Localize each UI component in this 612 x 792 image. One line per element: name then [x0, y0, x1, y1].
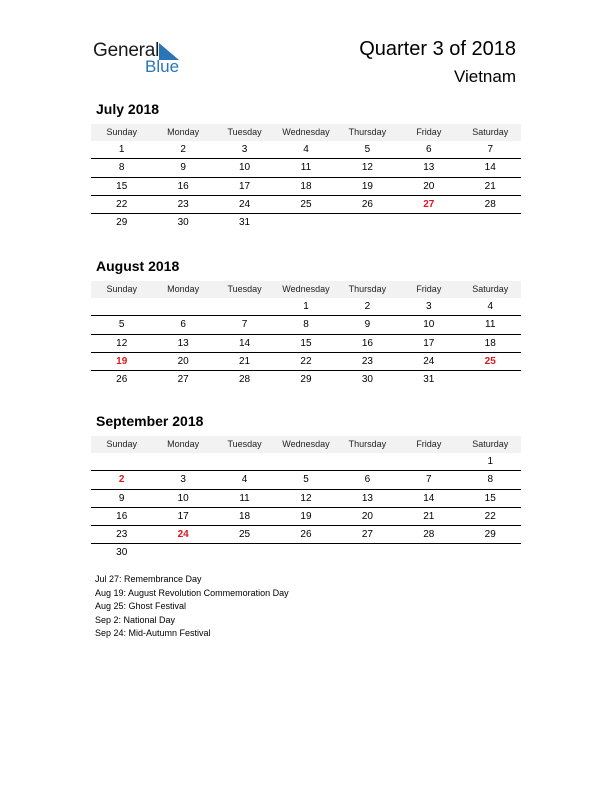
weekday-label: Thursday: [348, 127, 387, 137]
empty-day-cell: [152, 544, 213, 561]
day-cell: 26: [116, 374, 128, 386]
day-cell: 21: [484, 180, 496, 192]
day-cell: 30: [361, 374, 373, 386]
holiday-day-cell: 27: [423, 198, 435, 210]
empty-day-cell: [398, 544, 459, 561]
day-cell: 25: [238, 529, 251, 541]
day-cell: 3: [180, 474, 186, 486]
weekday-label: Sunday: [106, 439, 137, 449]
day-cell: 22: [300, 355, 312, 367]
empty-day-cell: [398, 214, 459, 231]
day-cell: 14: [484, 162, 496, 174]
holiday-day-cell: 19: [116, 355, 128, 367]
day-cell: 13: [423, 162, 435, 174]
day-cell: 22: [484, 510, 496, 522]
weekday-label: Saturday: [472, 284, 509, 294]
day-cell: 2: [180, 144, 186, 155]
day-cell: 29: [300, 374, 312, 386]
day-cell: 12: [300, 492, 312, 504]
day-cell: 18: [484, 337, 496, 349]
day-cell: 22: [116, 198, 128, 210]
brand-text-general: General: [93, 40, 160, 61]
day-cell: 2: [364, 301, 371, 312]
day-cell: 14: [423, 492, 435, 504]
day-cell: 7: [241, 319, 248, 331]
month-title: September 2018: [96, 413, 204, 429]
empty-day-cell: [214, 453, 275, 470]
month-calendar-august: [91, 257, 521, 388]
weekday-label: Thursday: [348, 284, 387, 294]
week-row: [91, 159, 521, 177]
holiday-item: Jul 27: Remembrance Day: [95, 574, 202, 584]
day-cell: 12: [361, 162, 373, 174]
week-row: [91, 526, 521, 544]
day-cell: 4: [241, 474, 248, 486]
day-cell: 9: [118, 492, 125, 504]
week-row: [91, 371, 521, 388]
month-calendar-july: [91, 100, 521, 231]
holiday-item: Aug 19: August Revolution Commemoration Day: [95, 587, 289, 598]
day-cell: 17: [423, 337, 435, 349]
day-cell: 19: [361, 180, 373, 192]
empty-day-cell: [152, 298, 213, 315]
day-cell: 3: [241, 144, 248, 155]
weekday-label: Thursday: [348, 439, 387, 449]
weekday-label: Wednesday: [282, 127, 330, 137]
day-cell: 30: [116, 547, 128, 559]
week-row: [91, 196, 521, 214]
empty-day-cell: [152, 453, 213, 470]
day-cell: 15: [484, 492, 496, 504]
weekday-label: Friday: [416, 439, 442, 449]
holiday-day-cell: 2: [118, 474, 125, 486]
day-cell: 28: [238, 374, 251, 386]
day-cell: 6: [180, 319, 186, 331]
day-cell: 17: [238, 180, 251, 192]
weekday-label: Saturday: [472, 439, 509, 449]
day-cell: 28: [484, 198, 496, 210]
day-cell: 27: [361, 529, 373, 541]
day-cell: 10: [177, 492, 189, 504]
weekday-label: Tuesday: [227, 284, 262, 294]
day-cell: 20: [423, 180, 435, 192]
day-cell: 31: [238, 217, 251, 229]
day-cell: 11: [300, 162, 312, 174]
day-cell: 26: [361, 198, 373, 210]
day-cell: 18: [238, 510, 251, 522]
day-cell: 15: [300, 337, 312, 349]
weekday-label: Tuesday: [227, 127, 262, 137]
month-title: August 2018: [96, 258, 180, 274]
week-row: [91, 214, 521, 231]
empty-day-cell: [275, 453, 336, 470]
empty-day-cell: [460, 214, 521, 231]
weekday-label: Sunday: [106, 284, 137, 294]
day-cell: 11: [239, 492, 250, 504]
day-cell: 1: [303, 301, 309, 312]
country-name: Vietnam: [453, 67, 516, 86]
holiday-item: Sep 2: National Day: [95, 614, 176, 625]
day-cell: 9: [364, 319, 371, 331]
day-cell: 23: [116, 529, 128, 541]
week-row: [91, 508, 521, 526]
day-cell: 20: [177, 355, 189, 367]
day-cell: 7: [487, 144, 494, 155]
month-title: July 2018: [96, 101, 160, 117]
calendar-grid: [91, 298, 521, 388]
day-cell: 5: [364, 144, 371, 155]
day-cell: 21: [238, 355, 251, 367]
empty-day-cell: [214, 544, 275, 561]
day-cell: 19: [300, 510, 312, 522]
day-cell: 15: [116, 180, 128, 192]
empty-day-cell: [337, 214, 398, 231]
week-row: [91, 544, 521, 561]
week-row: [91, 298, 521, 316]
day-cell: 11: [485, 319, 496, 331]
empty-day-cell: [91, 298, 152, 315]
day-cell: 16: [177, 180, 189, 192]
weekday-header-row: [91, 281, 521, 298]
weekday-label: Sunday: [106, 127, 137, 137]
empty-day-cell: [460, 544, 521, 561]
holiday-item: Aug 25: Ghost Festival: [95, 601, 187, 611]
weekday-label: Wednesday: [282, 284, 330, 294]
day-cell: 27: [177, 374, 189, 386]
day-cell: 29: [116, 217, 128, 229]
day-cell: 1: [487, 456, 494, 467]
day-cell: 3: [426, 301, 432, 312]
weekday-label: Monday: [167, 439, 200, 449]
week-row: [91, 316, 521, 334]
day-cell: 10: [238, 162, 251, 174]
day-cell: 8: [303, 319, 309, 331]
day-cell: 31: [423, 374, 435, 386]
empty-day-cell: [91, 453, 152, 470]
day-cell: 18: [300, 180, 312, 192]
day-cell: 8: [487, 474, 494, 486]
day-cell: 6: [426, 144, 432, 155]
day-cell: 13: [361, 492, 373, 504]
weekday-label: Friday: [416, 127, 442, 137]
empty-day-cell: [275, 544, 336, 561]
day-cell: 14: [238, 337, 251, 349]
day-cell: 16: [361, 337, 373, 349]
day-cell: 17: [177, 510, 189, 522]
week-row: [91, 141, 521, 159]
day-cell: 10: [423, 319, 435, 331]
empty-day-cell: [337, 453, 398, 470]
brand-text-blue: Blue: [145, 57, 180, 76]
weekday-label: Monday: [167, 127, 200, 137]
week-row: [91, 471, 521, 489]
month-calendar-september: [91, 412, 521, 562]
week-row: [91, 178, 521, 196]
empty-day-cell: [337, 544, 398, 561]
holiday-day-cell: 24: [177, 529, 189, 541]
day-cell: 7: [426, 474, 432, 486]
day-cell: 29: [484, 529, 496, 541]
empty-day-cell: [275, 214, 336, 231]
day-cell: 24: [423, 355, 435, 367]
day-cell: 21: [423, 510, 435, 522]
weekday-label: Wednesday: [282, 439, 330, 449]
day-cell: 6: [364, 474, 371, 486]
day-cell: 23: [177, 198, 189, 210]
day-cell: 25: [300, 198, 312, 210]
calendar-grid: [91, 141, 521, 231]
day-cell: 12: [116, 337, 128, 349]
day-cell: 4: [303, 144, 309, 155]
day-cell: 28: [423, 529, 435, 541]
brand-logo: [93, 40, 193, 80]
day-cell: 5: [303, 474, 309, 486]
weekday-label: Tuesday: [227, 439, 262, 449]
week-row: [91, 490, 521, 508]
weekday-label: Saturday: [472, 127, 509, 137]
day-cell: 4: [487, 301, 494, 312]
day-cell: 16: [116, 510, 128, 522]
calendar-grid: [91, 453, 521, 562]
holiday-list: [95, 573, 289, 641]
day-cell: 8: [118, 162, 125, 174]
day-cell: 1: [118, 144, 125, 155]
day-cell: 30: [177, 217, 189, 229]
weekday-header-row: [91, 436, 521, 453]
holiday-day-cell: 25: [484, 355, 496, 367]
day-cell: 24: [238, 198, 251, 210]
day-cell: 26: [300, 529, 312, 541]
week-row: [91, 335, 521, 353]
day-cell: 13: [177, 337, 189, 349]
week-row: [91, 453, 521, 471]
empty-day-cell: [460, 371, 521, 388]
page-title: Quarter 3 of 2018: [359, 38, 516, 60]
empty-day-cell: [398, 453, 459, 470]
weekday-header-row: [91, 124, 521, 141]
weekday-label: Monday: [167, 284, 200, 294]
day-cell: 20: [361, 510, 373, 522]
day-cell: 5: [118, 319, 125, 331]
week-row: [91, 353, 521, 371]
day-cell: 9: [180, 162, 186, 174]
holiday-item: Sep 24: Mid-Autumn Festival: [95, 628, 211, 638]
day-cell: 23: [361, 355, 373, 367]
empty-day-cell: [214, 298, 275, 315]
weekday-label: Friday: [416, 284, 442, 294]
